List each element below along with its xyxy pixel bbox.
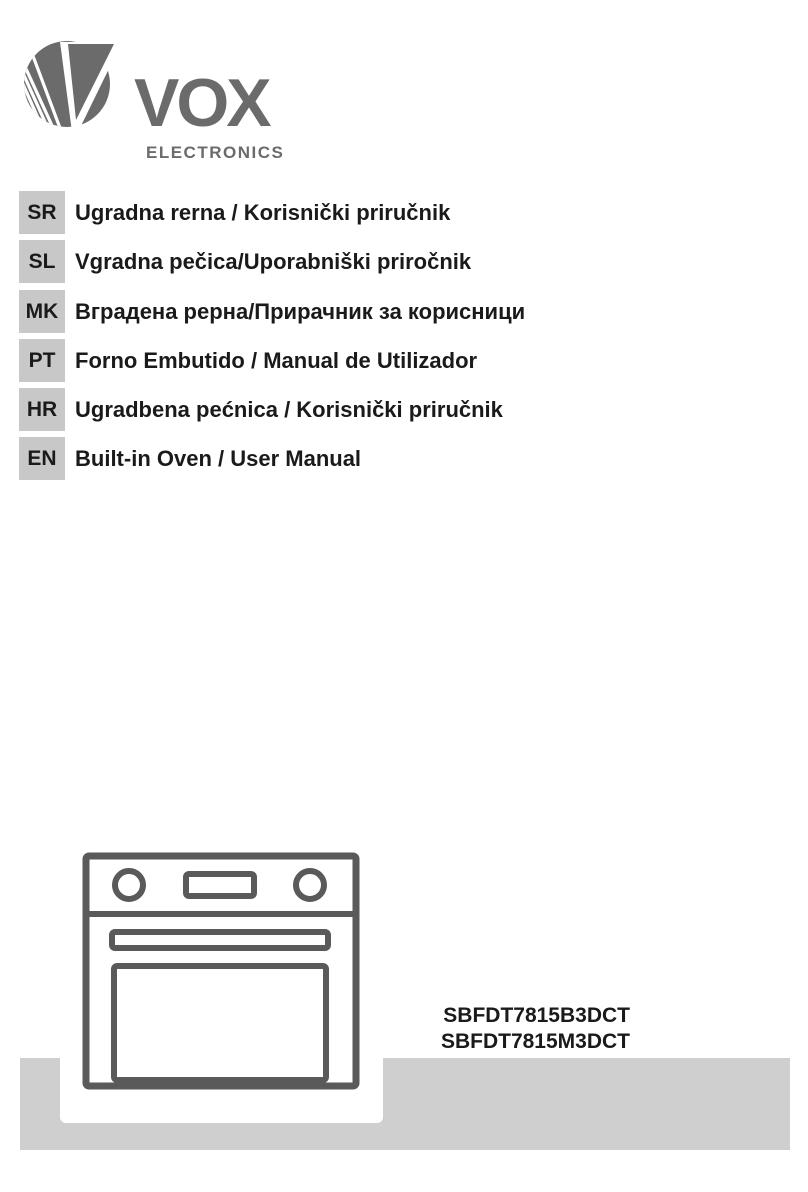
language-code: EN [19,437,65,480]
language-code: SL [19,240,65,283]
language-code: HR [19,388,65,431]
vox-logo [22,38,285,162]
oven-left-knob [115,871,143,899]
language-title: Вградена рерна/Прирачник за корисници [75,299,526,324]
language-title: Ugradna rerna / Korisnički priručnik [75,200,451,225]
brand-subtitle: ELECTRONICS [146,143,285,162]
language-title: Ugradbena pećnica / Korisnički priručnik [75,397,503,422]
model-number: SBFDT7815B3DCT [443,1004,630,1027]
language-title: Forno Embutido / Manual de Utilizador [75,348,478,373]
language-row-mk [19,290,719,336]
language-row-en [19,437,719,483]
language-title: Built-in Oven / User Manual [75,446,362,471]
language-code: MK [19,290,65,333]
language-list [19,191,719,486]
oven-body [86,856,356,1086]
brand-wordmark: VOX [134,65,269,141]
vox-logo-mark [22,38,122,130]
oven-door-handle [112,932,328,948]
oven-door-window [114,966,326,1080]
oven-illustration [82,852,362,1092]
model-numbers [405,1003,630,1055]
language-row-sr [19,191,719,237]
language-row-pt [19,339,719,385]
language-row-sl [19,240,719,286]
language-row-hr [19,388,719,434]
language-code: PT [19,339,65,382]
oven-display [186,874,254,896]
model-number: SBFDT7815M3DCT [440,1030,630,1053]
oven-right-knob [296,871,324,899]
language-title: Vgradna pečica/Uporabniški priročnik [75,249,472,274]
language-code: SR [19,191,65,234]
